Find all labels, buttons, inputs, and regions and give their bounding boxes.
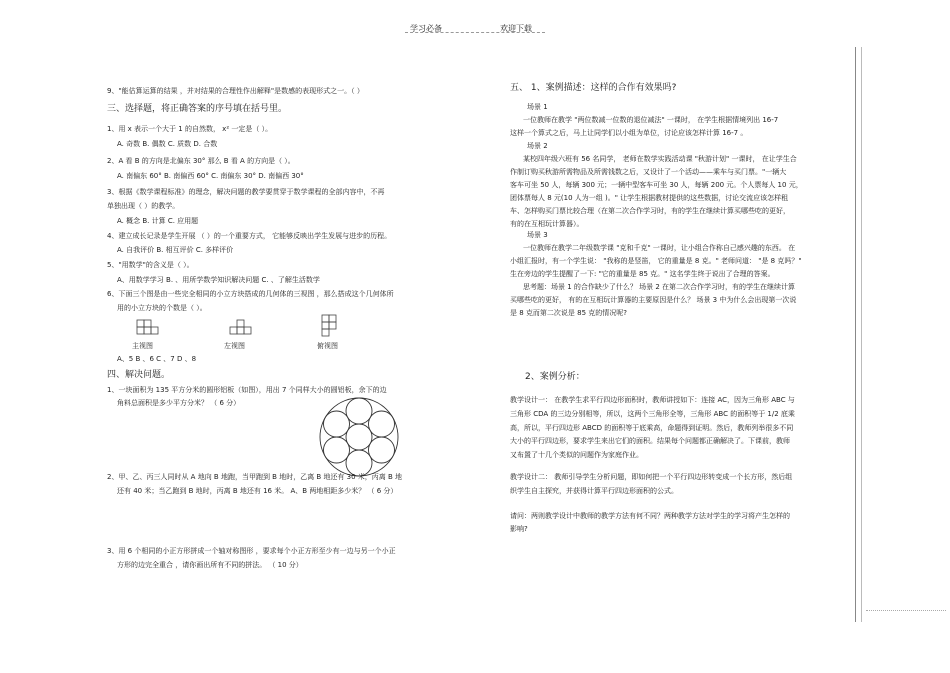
scene-3-line1: 一位教师在教学二年级数学课 "克和千克" 一课时，让小组合作称自己感兴趣的东西。 在 xyxy=(523,244,796,252)
design-2-line2: 织学生自主探究，并获得计算平行四边形面积的公式。 xyxy=(510,487,678,495)
section-3-title: 三、选择题，将正确答案的序号填在括号里。 xyxy=(107,104,288,114)
margin-line-inner xyxy=(861,47,862,622)
choice-5: 5、"用数学"的含义是（ ）。 xyxy=(107,261,194,269)
margin-line xyxy=(855,47,856,622)
top-view-figure xyxy=(320,313,340,337)
header-left: 学习必备 xyxy=(410,24,442,33)
design-1-line2: 三角形 CDA 的三边分别相等，所以，这两个三角形全等，三角形 ABC 的面积等于 1/2 底乘 xyxy=(510,410,795,418)
side-view-figure xyxy=(228,318,252,336)
scene-2-line4: 团体票每人 8 元(10 人为一组 )。" 让学生根据教材提供的这些数据，讨论交流应该怎样租 xyxy=(510,194,789,202)
section-4-title: 四、解决问题。 xyxy=(107,370,171,380)
front-view-label: 主视图 xyxy=(132,342,153,350)
choice-3-line1: 3、根据《数学课程标准》的理念，解决问题的教学要贯穿于数学课程的全部内容中，不再 xyxy=(107,188,385,196)
choice-1: 1、用 x 表示一个大于 1 的自然数， x² 一定是（ ）。 xyxy=(107,125,273,133)
think-line1: 思考题：场景 1 的合作缺少了什么？ 场景 2 在第二次合作学习时，有的学生在继续计算 xyxy=(523,283,796,291)
problem-3-line2: 方形的边完全重合 ，请你画出所有不同的拼法。 （ 10 分） xyxy=(117,561,303,569)
choice-5-options: A、用数学学习 B. 、用所学数学知识解决问题 C. 、了解生活数学 xyxy=(117,276,320,284)
question-line1: 请问：两则教学设计中教师的教学方法有何不同？两种教学方法对学生的学习将产生怎样的 xyxy=(510,512,790,520)
design-1-line1: 教学设计一： 在教学生求平行四边形面积时，教师讲授如下：连接 AC，因为三角形 ABC 与 xyxy=(510,396,795,404)
scene-2-line1: 某校四年级六班有 56 名同学， 老师在数学实践活动课 "秋游计划" 一课时， 在让学生合 xyxy=(523,155,797,163)
circle-plate-figure xyxy=(318,396,400,478)
question-line2: 影响? xyxy=(510,525,528,533)
scene-2-line6: 有的在互相玩计算器）。 xyxy=(510,220,584,228)
header-right: 欢迎下载 xyxy=(500,24,532,33)
scene-2-line5: 车、怎样购买门票比较合理（在第二次合作学习时，有的学生在继续计算买哪些吃的更好， xyxy=(510,207,790,215)
dotted-edge xyxy=(866,610,946,611)
problem-2-line2: 还有 40 米；当乙跑到 B 地时，丙离 B 地还有 16 米。 A、B 两地相距多少米？ （ 6 分） xyxy=(117,487,398,495)
design-2-line1: 教学设计二： 教师引导学生分析问题，即如何把一个平行四边形转变成一个长方形，然后组 xyxy=(510,473,793,481)
problem-1-line2: 角料总面积是多少平方分米？ （ 6 分） xyxy=(117,399,241,407)
header-divider xyxy=(405,32,545,33)
choice-4: 4、建立成长记录是学生开展 （ ）的一个重要方式， 它能够反映出学生发展与进步的历程。 xyxy=(107,232,392,240)
choice-6-line2: 用的小立方块的个数是（ ）。 xyxy=(117,304,207,312)
scene-1-line2: 这样一个算式之后，马上让同学们以小组为单位，讨论应该怎样计算 16-7 。 xyxy=(510,129,748,137)
think-line3: 是 8 克而第二次说是 85 克的情况呢? xyxy=(510,309,627,317)
question-9: 9、"能估算运算的结果 ，并对结果的合理性作出解释"是数感的表现形式之一。（ ） xyxy=(107,87,364,95)
side-view-label: 左视图 xyxy=(224,342,245,350)
scene-1-line1: 一位教师在教学 "两位数减一位数的退位减法" 一课时， 在学生根据情境列出 16-7 xyxy=(523,116,779,124)
choice-2: 2、A 看 B 的方向是北偏东 30° 那么 B 看 A 的方向是（ ）。 xyxy=(107,157,295,165)
choice-6-line1: 6、下面三个图是由一些完全相同的小立方块搭成的几何体的三视图 ，那么搭成这个几何体所 xyxy=(107,290,394,298)
choice-6-options: A、5 B 、6 C 、7 D 、8 xyxy=(117,355,197,363)
design-1-line4: 大小的平行四边形，要求学生来出它们的面积。结果每个问题都正确解决了。下课前，教师 xyxy=(510,437,790,445)
choice-1-options: A. 奇数 B. 偶数 C. 质数 D. 合数 xyxy=(117,140,218,148)
choice-2-options: A. 南偏东 60° B. 南偏西 60° C. 南偏东 30° D. 南偏西 30° xyxy=(117,172,304,180)
problem-3-line1: 3、用 6 个相同的小正方形拼成一个轴对称图形 ，要求每个小正方形至少有一边与另一个小正 xyxy=(107,547,396,555)
problem-1-line1: 1、一块面积为 135 平方分米的圆形铝板（如图），用出 7 个同样大小的圆铝板，余下的边 xyxy=(107,386,387,394)
scene-3-line3: 生在旁边的学生提醒了一下: "它的重量是 85 克。" 这名学生终于说出了合理的答案。 xyxy=(510,270,775,278)
front-view-figure xyxy=(135,318,159,336)
design-1-line3: 高，所以，平行四边形 ABCD 的面积等于底乘高，命题得到证明。然后，教师列举很多不同 xyxy=(510,424,794,432)
analysis-title: 2、案例分析： xyxy=(525,372,585,382)
choice-3-line2: 单独出现（ ）的教学。 xyxy=(107,202,180,210)
scene-2-title: 场景 2 xyxy=(527,142,548,150)
problem-2-line1: 2、甲、乙、丙三人同时从 A 地向 B 地跑，当甲跑到 B 地时，乙离 B 地还有 30 米，丙离 B 地 xyxy=(107,473,403,481)
top-view-label: 俯视图 xyxy=(317,342,338,350)
section-5-title: 五、 1、案例描述：这样的合作有效果吗? xyxy=(510,83,677,93)
scene-3-title: 场景 3 xyxy=(527,231,548,239)
scene-3-line2: 小组汇报时，有一个学生说： "我称的是竖笛， 它的重量是 8 克。" 老师问道： "是 8 克吗？" xyxy=(510,257,802,265)
choice-3-options: A. 概念 B. 计算 C. 应用题 xyxy=(117,217,199,225)
scene-2-line3: 客车可坐 50 人，每辆 300 元；一辆中型客车可坐 30 人，每辆 200 元。个人票每人 10 元， xyxy=(510,181,803,189)
scene-1-title: 场景 1 xyxy=(527,103,548,111)
choice-4-options: A. 自我评价 B. 相互评价 C. 多样评价 xyxy=(117,246,234,254)
scene-2-line2: 作制订购买秋游所需物品及所需钱数之后，又设计了一个活动——乘车与买门票。"一辆大 xyxy=(510,168,787,176)
design-1-line5: 又布置了十几个类似的问题作为家庭作业。 xyxy=(510,451,643,459)
think-line2: 买哪些吃的更好， 有的在互相玩计算器的主要原因是什么？ 场景 3 中为什么会出现第一次说 xyxy=(510,296,797,304)
